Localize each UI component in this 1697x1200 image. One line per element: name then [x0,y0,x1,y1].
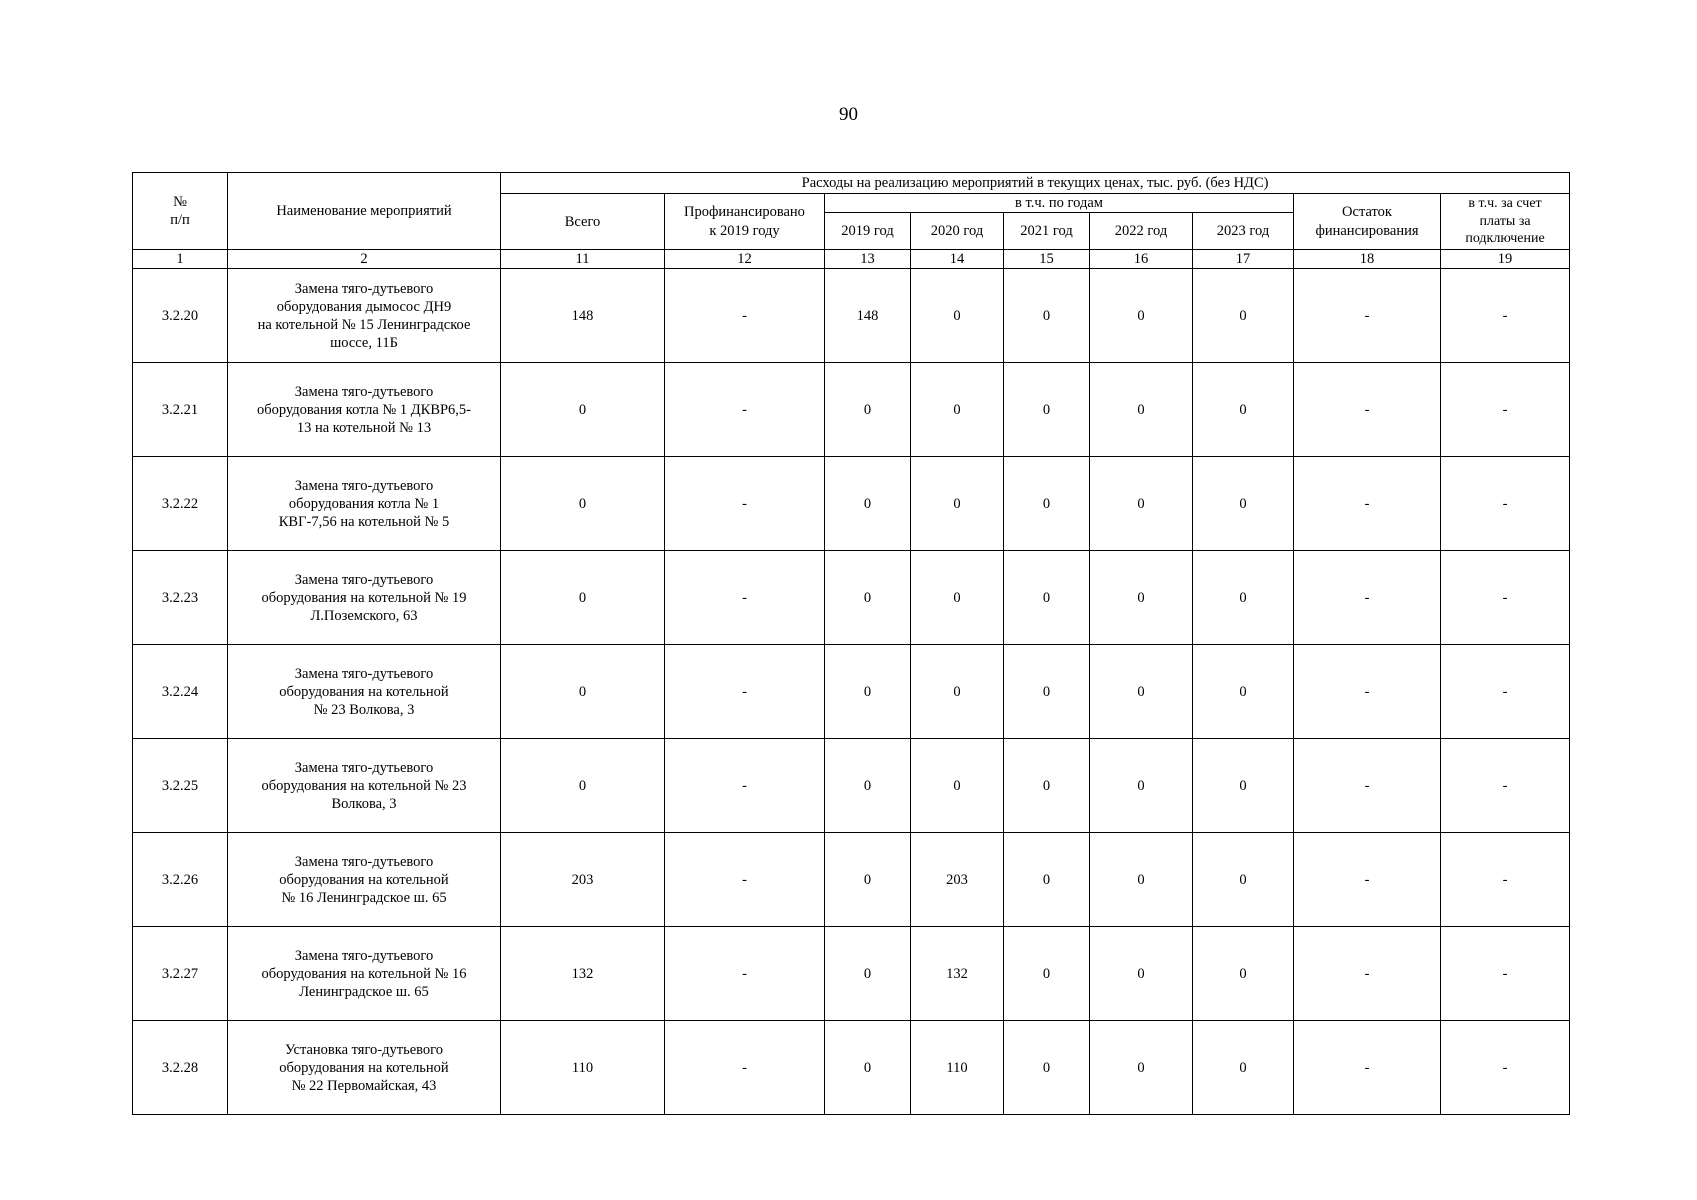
text-line: Замена тяго-дутьевого [294,947,434,964]
row-value: 0 [501,739,665,833]
row-number: 3.2.26 [133,833,228,927]
text-line: оборудования котла № 1 [288,495,440,512]
row-value: - [1441,269,1570,363]
row-value: - [665,739,825,833]
row-name [228,927,501,1021]
header-name: Наименование мероприятий [228,173,501,250]
row-value: - [1441,551,1570,645]
row-value: 0 [1193,833,1294,927]
row-name [228,457,501,551]
header-year: 2020 год [911,213,1004,250]
column-number: 16 [1090,250,1193,269]
row-number: 3.2.21 [133,363,228,457]
row-value: 0 [911,269,1004,363]
text-line: Замена тяго-дутьевого [294,477,434,494]
row-value: 0 [911,551,1004,645]
column-number: 18 [1294,250,1441,269]
row-value: 0 [1090,833,1193,927]
row-value: 0 [1004,645,1090,739]
header-year: 2021 год [1004,213,1090,250]
table-row [133,457,1570,551]
table-body [133,269,1570,1115]
row-value: 0 [1193,1021,1294,1115]
row-value: - [1294,457,1441,551]
text-line: Замена тяго-дутьевого [294,759,434,776]
row-value: 0 [911,645,1004,739]
row-value: - [665,363,825,457]
row-value: 0 [1090,269,1193,363]
header-by-years: в т.ч. по годам [825,194,1294,213]
row-value: 0 [1193,551,1294,645]
row-value: - [665,551,825,645]
row-value: 110 [911,1021,1004,1115]
row-name [228,739,501,833]
row-value: - [1441,363,1570,457]
row-value: 110 [501,1021,665,1115]
row-value: 0 [825,645,911,739]
row-value: 0 [825,833,911,927]
row-value: 0 [911,739,1004,833]
column-number: 1 [133,250,228,269]
row-value: 0 [1090,363,1193,457]
row-number: 3.2.23 [133,551,228,645]
row-number: 3.2.20 [133,269,228,363]
row-value: 0 [1090,1021,1193,1115]
column-number: 15 [1004,250,1090,269]
row-value: - [665,927,825,1021]
row-number: 3.2.25 [133,739,228,833]
row-value: 203 [911,833,1004,927]
row-value: - [1294,833,1441,927]
row-value: 0 [1090,739,1193,833]
row-value: - [1294,645,1441,739]
column-number: 14 [911,250,1004,269]
row-value: 0 [825,927,911,1021]
text-line: Замена тяго-дутьевого [294,571,434,588]
row-value: 0 [1090,457,1193,551]
row-name [228,551,501,645]
text-line: на котельной № 15 Ленинградское [257,316,471,333]
text-line: к 2019 году [709,222,780,239]
row-number: 3.2.28 [133,1021,228,1115]
text-line: Л.Поземского, 63 [310,607,418,624]
text-line: шоссе, 11Б [330,334,398,351]
row-value: 0 [1090,927,1193,1021]
row-value: - [1294,363,1441,457]
text-line: подключение [1465,231,1545,247]
text-line: Установка тяго-дутьевого [285,1041,443,1058]
row-value: 0 [911,363,1004,457]
row-value: 203 [501,833,665,927]
row-value: 0 [1004,363,1090,457]
row-value: 0 [1004,1021,1090,1115]
header-num [133,173,228,250]
row-value: - [665,269,825,363]
row-value: 148 [501,269,665,363]
row-value: 0 [1193,457,1294,551]
table-row [133,269,1570,363]
row-number: 3.2.22 [133,457,228,551]
column-number: 2 [228,250,501,269]
header-expenses-group: Расходы на реализацию мероприятий в текущих ценах, тыс. руб. (без НДС) [501,173,1570,194]
row-value: 0 [1090,645,1193,739]
text-line: Профинансировано [684,204,805,221]
row-value: 0 [1193,927,1294,1021]
text-line: № [173,193,187,210]
text-line: оборудования дымосос ДН9 [276,298,452,315]
row-value: 0 [1193,269,1294,363]
text-line: оборудования на котельной [279,871,449,888]
row-value: 0 [911,457,1004,551]
row-value: - [1441,739,1570,833]
table-row [133,927,1570,1021]
row-value: 0 [825,363,911,457]
row-name [228,269,501,363]
text-line: КВГ-7,56 на котельной № 5 [278,513,450,530]
row-value: - [1441,457,1570,551]
row-value: 0 [1004,927,1090,1021]
row-value: 0 [1004,269,1090,363]
row-value: 0 [501,457,665,551]
text-line: № 22 Первомайская, 43 [291,1077,437,1094]
column-number: 17 [1193,250,1294,269]
row-value: 132 [501,927,665,1021]
table-row [133,645,1570,739]
row-value: 0 [1004,833,1090,927]
table-row [133,363,1570,457]
row-value: - [665,833,825,927]
row-value: 0 [501,645,665,739]
row-value: 0 [825,457,911,551]
text-line: в т.ч. за счет [1468,196,1542,212]
column-number: 11 [501,250,665,269]
row-value: 0 [825,551,911,645]
row-value: - [665,457,825,551]
row-value: - [1294,269,1441,363]
header-year: 2019 год [825,213,911,250]
row-value: 0 [1004,551,1090,645]
table-header [133,173,1570,269]
header-total: Всего [501,194,665,250]
text-line: № 16 Ленинградское ш. 65 [281,889,447,906]
text-line: Ленинградское ш. 65 [299,983,429,1000]
row-name [228,1021,501,1115]
text-line: платы за [1479,213,1531,229]
row-number: 3.2.24 [133,645,228,739]
row-value: - [1441,645,1570,739]
row-value: 0 [1193,645,1294,739]
table-row [133,1021,1570,1115]
row-name [228,833,501,927]
row-value: 0 [501,551,665,645]
row-value: 0 [1004,457,1090,551]
row-name [228,645,501,739]
row-value: 0 [825,739,911,833]
table-row [133,551,1570,645]
column-number: 19 [1441,250,1570,269]
row-value: - [1294,739,1441,833]
text-line: № 23 Волкова, 3 [313,701,415,718]
text-line: Замена тяго-дутьевого [294,853,434,870]
row-value: - [665,1021,825,1115]
column-number: 13 [825,250,911,269]
row-value: - [1441,833,1570,927]
row-value: 0 [825,1021,911,1115]
text-line: Замена тяго-дутьевого [294,383,434,400]
row-value: 0 [501,363,665,457]
table-row [133,739,1570,833]
row-value: 0 [1090,551,1193,645]
row-value: 148 [825,269,911,363]
header-connection [1441,194,1570,250]
text-line: оборудования на котельной № 23 [261,777,467,794]
row-value: - [1294,927,1441,1021]
text-line: Волкова, 3 [331,795,397,812]
row-value: - [1441,927,1570,1021]
row-name [228,363,501,457]
text-line: оборудования на котельной № 19 [261,589,467,606]
text-line: п/п [170,212,190,229]
text-line: оборудования на котельной [279,683,449,700]
header-remaining [1294,194,1441,250]
text-line: оборудования на котельной № 16 [261,965,467,982]
row-value: - [665,645,825,739]
text-line: финансирования [1315,222,1419,239]
text-line: оборудования на котельной [279,1059,449,1076]
column-number-row [133,250,1570,269]
text-line: Замена тяго-дутьевого [294,280,434,297]
text-line: оборудования котла № 1 ДКВР6,5- [256,401,472,418]
row-value: - [1441,1021,1570,1115]
row-value: - [1294,1021,1441,1115]
row-value: - [1294,551,1441,645]
text-line: Замена тяго-дутьевого [294,665,434,682]
header-financed [665,194,825,250]
header-year: 2022 год [1090,213,1193,250]
row-value: 0 [1193,363,1294,457]
row-value: 0 [1193,739,1294,833]
header-year: 2023 год [1193,213,1294,250]
row-value: 0 [1004,739,1090,833]
column-number: 12 [665,250,825,269]
table-row [133,833,1570,927]
expenses-table [132,172,1570,1115]
row-value: 132 [911,927,1004,1021]
row-number: 3.2.27 [133,927,228,1021]
text-line: Остаток [1342,204,1392,221]
page-number: 90 [839,104,858,125]
text-line: 13 на котельной № 13 [296,419,432,436]
